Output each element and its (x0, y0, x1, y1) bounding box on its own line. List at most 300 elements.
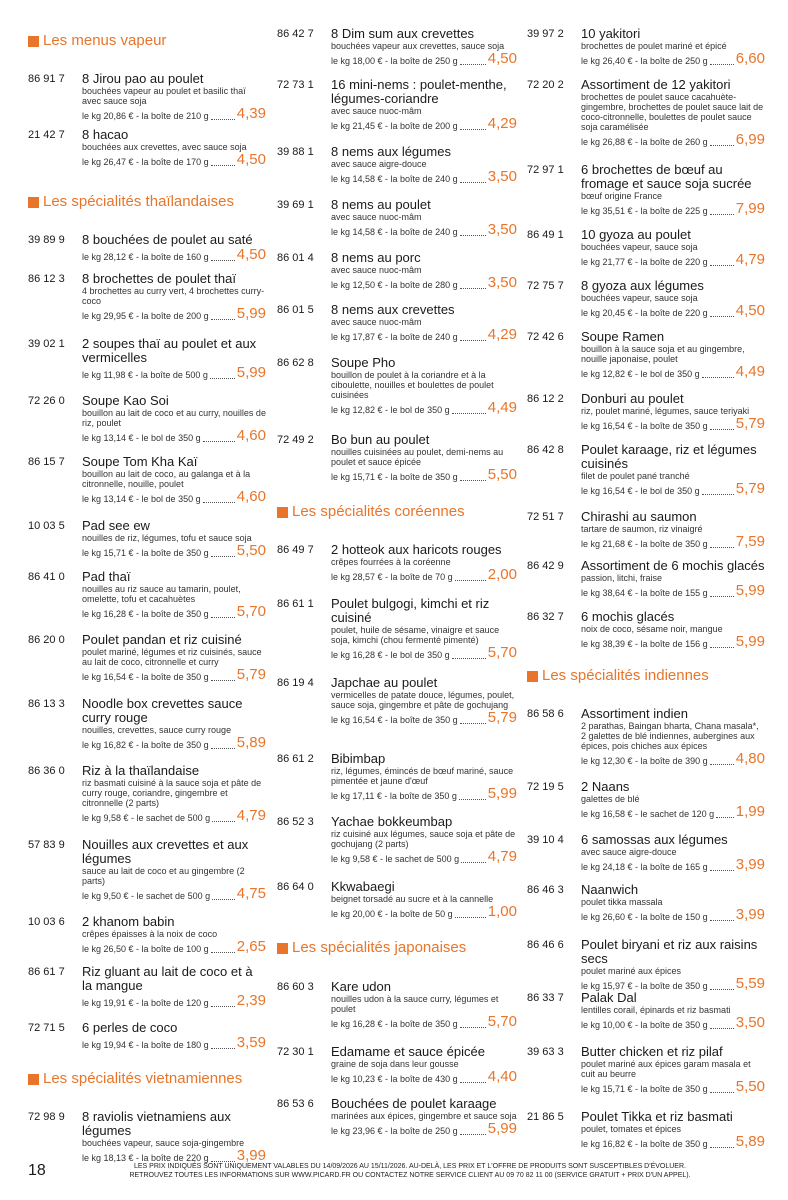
dot-leader (710, 316, 734, 317)
unit-price: le kg 26,47 € - la boîte de 170 g (82, 157, 209, 167)
price-row (331, 222, 517, 238)
product-price: 1,00 (487, 903, 517, 920)
product-description: avec sauce nuoc-mâm (331, 265, 422, 275)
product-price: 4,49 (487, 399, 517, 416)
section-header (28, 1070, 266, 1088)
price-row (331, 400, 517, 416)
product-body (581, 938, 765, 992)
dot-leader (710, 214, 734, 215)
unit-price: le kg 12,50 € - la boîte de 280 g (331, 280, 458, 290)
unit-price: le kg 38,64 € - la boîte de 155 g (581, 588, 708, 598)
unit-price: le kg 20,86 € - la boîte de 210 g (82, 111, 209, 121)
price-row (581, 857, 765, 873)
product-code: 86 52 3 (277, 816, 314, 828)
dot-leader (455, 917, 486, 918)
price-row (82, 247, 266, 263)
price-row (581, 416, 765, 432)
product-description: bouchées vapeur au poulet et basilic thaï avec sauce soja (82, 86, 246, 106)
product-body (581, 559, 765, 599)
dot-leader (460, 182, 486, 183)
product-item (277, 433, 517, 483)
product-price: 4,79 (487, 848, 517, 865)
product-price: 4,60 (236, 488, 266, 505)
price-row (581, 1079, 765, 1095)
product-price: 3,59 (236, 1034, 266, 1051)
product-item (277, 752, 517, 802)
unit-price: le kg 21,77 € - la boîte de 220 g (581, 257, 708, 267)
product-code: 86 15 7 (28, 456, 65, 468)
dot-leader (212, 821, 235, 822)
product-code: 72 19 5 (527, 781, 564, 793)
unit-price: le kg 20,00 € - la boîte de 50 g (331, 909, 453, 919)
product-description: 4 brochettes au curry vert, 4 brochettes curry-coco (82, 286, 265, 306)
product-code: 86 53 6 (277, 1098, 314, 1110)
dot-leader (455, 580, 486, 581)
dot-leader (710, 870, 734, 871)
product-body (581, 330, 765, 380)
product-body (82, 633, 266, 683)
product-code: 39 63 3 (527, 1046, 564, 1058)
product-body (581, 1110, 765, 1150)
price-row (331, 904, 517, 920)
product-item (277, 597, 517, 661)
product-price: 4,50 (487, 50, 517, 67)
dot-leader (710, 596, 734, 597)
price-row (82, 306, 266, 322)
product-price: 5,99 (236, 364, 266, 381)
product-description: bouchées vapeur, sauce soja-gingembre (82, 1138, 245, 1148)
dot-leader (702, 494, 734, 495)
dot-leader (460, 340, 486, 341)
legal-line-2: RETROUVEZ TOUTES LES INFORMATIONS SUR WWW.PICARD.FR OU CONTACTEZ NOTRE SERVICE CLIENT AU 09 70 82 11 00 (SERVICE GRATUIT + PRIX D'UN APPEL). (129, 1172, 691, 1179)
price-row (581, 201, 765, 217)
product-code: 86 60 3 (277, 981, 314, 993)
product-price: 4,50 (236, 151, 266, 168)
product-name: Butter chicken et riz pilaf (581, 1044, 723, 1059)
product-name: 6 mochis glacés (581, 609, 675, 624)
product-price: 5,70 (487, 644, 517, 661)
price-row (581, 481, 765, 497)
product-body (82, 915, 266, 955)
product-name: Assortiment de 6 mochis glacés (581, 558, 765, 573)
product-code: 86 42 8 (527, 444, 564, 456)
product-item (277, 880, 517, 920)
product-item (277, 815, 517, 865)
section-title: Les spécialités indiennes (542, 667, 709, 684)
product-code: 86 64 0 (277, 881, 314, 893)
unit-price: le kg 16,82 € - la boîte de 350 g (581, 1139, 708, 1149)
unit-price: le kg 16,82 € - la boîte de 350 g (82, 740, 209, 750)
product-body (331, 880, 517, 920)
product-price: 4,49 (735, 363, 765, 380)
product-code: 72 30 1 (277, 1046, 314, 1058)
product-code: 72 97 1 (527, 164, 564, 176)
product-body (82, 697, 266, 751)
product-price: 5,89 (236, 734, 266, 751)
unit-price: le kg 16,54 € - la boîte de 350 g (581, 421, 708, 431)
product-item (527, 833, 765, 873)
product-name: Soupe Tom Kha Kaï (82, 454, 198, 469)
product-code: 86 42 9 (527, 560, 564, 572)
product-body (82, 272, 266, 322)
product-item (28, 1021, 266, 1051)
product-body (82, 519, 266, 559)
product-body (331, 597, 517, 661)
product-item (527, 1110, 765, 1150)
price-row (331, 1121, 517, 1137)
section-header (527, 667, 765, 685)
unit-price: le kg 26,50 € - la boîte de 100 g (82, 944, 209, 954)
product-description: bouillon au lait de coco et au curry, nouilles de riz, poulet (82, 408, 266, 428)
product-body (331, 198, 517, 238)
product-item (527, 279, 765, 319)
product-item (527, 27, 765, 67)
product-item (28, 965, 266, 1009)
dot-leader (211, 1048, 235, 1049)
product-name: 6 perles de coco (82, 1020, 178, 1035)
dot-leader (710, 429, 734, 430)
product-item (527, 938, 765, 992)
unit-price: le kg 17,87 € - la boîte de 240 g (331, 332, 458, 342)
product-code: 72 71 5 (28, 1022, 65, 1034)
price-row (581, 132, 765, 148)
section-header (28, 32, 266, 50)
product-item (28, 915, 266, 955)
unit-price: le kg 21,68 € - la boîte de 350 g (581, 539, 708, 549)
product-price: 2,65 (236, 938, 266, 955)
product-price: 4,60 (236, 427, 266, 444)
product-code: 21 42 7 (28, 129, 65, 141)
product-item (527, 1045, 765, 1095)
product-body (581, 78, 765, 148)
unit-price: le kg 11,98 € - la boîte de 500 g (82, 370, 208, 380)
price-row (82, 152, 266, 168)
product-description: avec sauce aigre-douce (581, 847, 677, 857)
product-description: sauce au lait de coco et au gingembre (2 parts) (82, 866, 245, 886)
dot-leader (710, 764, 734, 765)
product-description: avec sauce nuoc-mâm (331, 106, 422, 116)
product-code: 86 61 2 (277, 753, 314, 765)
product-code: 72 98 9 (28, 1111, 65, 1123)
product-code: 39 02 1 (28, 338, 65, 350)
product-name: Japchae au poulet (331, 675, 438, 690)
product-price: 5,79 (735, 415, 765, 432)
product-description: nouilles au riz sauce au tamarin, poulet, omelette, tofu et cacahuètes (82, 584, 241, 604)
product-item (277, 251, 517, 291)
section-header (277, 503, 517, 521)
section-title: Les spécialités japonaises (292, 939, 467, 956)
product-description: riz basmati cuisiné à la sauce soja et pâte de curry rouge, coriandre, gingembre et citronnelle (2 parts) (82, 778, 262, 808)
dot-leader (461, 862, 486, 863)
product-body (82, 233, 266, 263)
product-item (28, 697, 266, 751)
product-name: Soupe Kao Soi (82, 393, 169, 408)
unit-price: le kg 19,91 € - la boîte de 120 g (82, 998, 209, 1008)
product-code: 72 20 2 (527, 79, 564, 91)
product-name: 10 yakitori (581, 26, 641, 41)
unit-price: le kg 12,30 € - la boîte de 390 g (581, 756, 708, 766)
product-item (527, 330, 765, 380)
product-code: 39 88 1 (277, 146, 314, 158)
product-item (28, 272, 266, 322)
product-body (331, 676, 517, 726)
product-description: beignet torsadé au sucre et à la cannelle (331, 894, 494, 904)
product-name: 2 Naans (581, 779, 630, 794)
dot-leader (460, 288, 486, 289)
price-row (331, 327, 517, 343)
product-code: 86 33 7 (527, 992, 564, 1004)
dot-leader (710, 1092, 734, 1093)
dot-leader (459, 799, 486, 800)
product-name: Bibimbap (331, 751, 386, 766)
dot-leader (460, 480, 486, 481)
product-code: 86 61 7 (28, 966, 65, 978)
dot-leader (210, 378, 235, 379)
product-description: galettes de blé (581, 794, 640, 804)
product-price: 7,59 (735, 533, 765, 550)
product-body (331, 356, 517, 416)
product-price: 4,80 (735, 750, 765, 767)
unit-price: le kg 17,11 € - la boîte de 350 g (331, 791, 457, 801)
price-row (82, 993, 266, 1009)
product-description: tartare de saumon, riz vinaigré (581, 524, 703, 534)
product-name: 8 brochettes de poulet thaï (82, 271, 236, 286)
product-name: Bouchées de poulet karaage (331, 1096, 497, 1111)
price-row (331, 1014, 517, 1030)
product-name: 6 samossas aux légumes (581, 832, 728, 847)
dot-leader (460, 129, 486, 130)
product-name: 2 soupes thaï au poulet et aux vermicelles (82, 336, 257, 365)
unit-price: le kg 14,58 € - la boîte de 240 g (331, 227, 458, 237)
product-body (581, 228, 765, 268)
section-header (277, 939, 517, 957)
section-square-icon (28, 197, 39, 208)
product-description: bœuf origine France (581, 191, 663, 201)
product-name: Poulet biryani et riz aux raisins secs (581, 937, 758, 966)
product-code: 10 03 5 (28, 520, 65, 532)
product-price: 5,89 (735, 1133, 765, 1150)
product-price: 6,99 (735, 131, 765, 148)
product-body (331, 145, 517, 185)
dot-leader (211, 1006, 235, 1007)
product-body (581, 392, 765, 432)
product-code: 86 32 7 (527, 611, 564, 623)
product-body (82, 570, 266, 620)
product-price: 1,99 (735, 803, 765, 820)
product-item (28, 394, 266, 444)
product-name: 8 bouchées de poulet au saté (82, 232, 253, 247)
product-body (331, 1097, 517, 1137)
product-price: 4,29 (487, 115, 517, 132)
price-row (82, 543, 266, 559)
price-row (331, 849, 517, 865)
product-code: 86 41 0 (28, 571, 65, 583)
product-price: 5,50 (735, 1078, 765, 1095)
product-name: 8 raviolis vietnamiens aux légumes (82, 1109, 231, 1138)
product-name: Pad see ew (82, 518, 150, 533)
product-price: 5,70 (236, 603, 266, 620)
product-price: 5,99 (735, 582, 765, 599)
product-code: 39 69 1 (277, 199, 314, 211)
product-item (28, 1110, 266, 1164)
section-title: Les menus vapeur (43, 32, 167, 49)
product-description: bouillon à la sauce soja et au gingembre, nouille japonaise, poulet (581, 344, 745, 364)
product-item (277, 303, 517, 343)
product-description: graine de soja dans leur gousse (331, 1059, 459, 1069)
product-item (277, 78, 517, 132)
product-description: avec sauce nuoc-mâm (331, 212, 422, 222)
product-price: 7,99 (735, 200, 765, 217)
product-item (527, 707, 765, 767)
unit-price: le kg 16,28 € - la boîte de 350 g (82, 609, 209, 619)
price-row (331, 567, 517, 583)
product-description: 2 parathas, Baingan bharta, Chana masala*, 2 galettes de blé indiennes, aubergines aux épices, pois chiches aux épices (581, 721, 759, 751)
product-price: 4,75 (236, 885, 266, 902)
dot-leader (460, 1082, 486, 1083)
unit-price: le kg 18,00 € - la boîte de 250 g (331, 56, 458, 66)
product-price: 4,50 (735, 302, 765, 319)
product-body (82, 965, 266, 1009)
product-item (277, 980, 517, 1030)
product-item (527, 78, 765, 148)
product-description: nouilles de riz, légumes, tofu et sauce soja (82, 533, 252, 543)
product-price: 4,40 (487, 1068, 517, 1085)
product-name: 8 nems aux crevettes (331, 302, 455, 317)
price-row (581, 364, 765, 380)
product-name: Poulet pandan et riz cuisiné (82, 632, 242, 647)
dot-leader (702, 377, 734, 378)
price-row (82, 939, 266, 955)
product-body (331, 433, 517, 483)
product-price: 2,00 (487, 566, 517, 583)
product-price: 5,79 (487, 709, 517, 726)
price-row (82, 106, 266, 122)
product-body (581, 510, 765, 550)
price-row (82, 886, 266, 902)
dot-leader (460, 64, 486, 65)
unit-price: le kg 18,13 € - la boîte de 220 g (82, 1153, 209, 1163)
price-row (331, 51, 517, 67)
product-code: 72 26 0 (28, 395, 65, 407)
product-name: 16 mini-nems : poulet-menthe, légumes-coriandre (331, 77, 507, 106)
product-name: Poulet Tikka et riz basmati (581, 1109, 733, 1124)
unit-price: le kg 26,88 € - la boîte de 260 g (581, 137, 708, 147)
product-code: 86 91 7 (28, 73, 65, 85)
product-name: 8 nems au porc (331, 250, 421, 265)
dot-leader (211, 319, 235, 320)
product-name: 2 hotteok aux haricots rouges (331, 542, 502, 557)
product-code: 72 42 6 (527, 331, 564, 343)
section-title: Les spécialités vietnamiennes (43, 1070, 243, 1087)
product-code: 72 49 2 (277, 434, 314, 446)
product-item (527, 443, 765, 497)
unit-price: le kg 15,71 € - la boîte de 350 g (581, 1084, 708, 1094)
dot-leader (710, 547, 734, 548)
dot-leader (212, 899, 235, 900)
unit-price: le kg 24,18 € - la boîte de 165 g (581, 862, 708, 872)
product-name: Edamame et sauce épicée (331, 1044, 485, 1059)
product-body (331, 543, 517, 583)
product-item (527, 392, 765, 432)
dot-leader (211, 119, 235, 120)
product-name: Riz gluant au lait de coco et à la mangue (82, 964, 253, 993)
product-price: 2,39 (236, 992, 266, 1009)
product-code: 86 20 0 (28, 634, 65, 646)
price-row (331, 467, 517, 483)
price-row (581, 583, 765, 599)
product-body (581, 707, 765, 767)
product-body (331, 752, 517, 802)
unit-price: le kg 13,14 € - le bol de 350 g (82, 494, 201, 504)
product-body (331, 251, 517, 291)
product-body (82, 455, 266, 505)
product-description: poulet, huile de sésame, vinaigre et sauce soja, kimchi (chou fermenté pimenté) (331, 625, 500, 645)
product-body (581, 443, 765, 497)
product-description: passion, litchi, fraise (581, 573, 663, 583)
unit-price: le kg 12,82 € - le bol de 350 g (331, 405, 450, 415)
product-price: 3,99 (735, 906, 765, 923)
product-name: 10 gyoza au poulet (581, 227, 691, 242)
product-description: bouchées vapeur, sauce soja (581, 242, 698, 252)
product-code: 72 51 7 (527, 511, 564, 523)
dot-leader (710, 989, 734, 990)
section-square-icon (527, 671, 538, 682)
dot-leader (452, 658, 486, 659)
product-description: riz, légumes, émincés de bœuf mariné, sauce pimentée et jaune d'œuf (331, 766, 514, 786)
price-row (82, 1035, 266, 1051)
product-description: bouillon de poulet à la coriandre et à la ciboulette, nouilles et boulettes de poulet cuisinées (331, 370, 494, 400)
product-price: 5,50 (487, 466, 517, 483)
unit-price: le kg 13,14 € - le bol de 350 g (82, 433, 201, 443)
price-row (331, 169, 517, 185)
product-body (331, 815, 517, 865)
product-price: 4,50 (236, 246, 266, 263)
product-body (581, 610, 765, 650)
product-item (277, 27, 517, 67)
product-name: 8 Dim sum aux crevettes (331, 26, 475, 41)
product-body (331, 303, 517, 343)
product-description: bouchées aux crevettes, avec sauce soja (82, 142, 247, 152)
unit-price: le kg 28,12 € - la boîte de 160 g (82, 252, 209, 262)
product-price: 5,99 (236, 305, 266, 322)
dot-leader (710, 265, 734, 266)
product-item (527, 559, 765, 599)
product-item (277, 1097, 517, 1137)
unit-price: le kg 9,50 € - le sachet de 500 g (82, 891, 211, 901)
product-description: poulet mariné aux épices garam masala et cuit au beurre (581, 1059, 751, 1079)
product-price: 5,59 (735, 975, 765, 992)
product-name: Assortiment de 12 yakitori (581, 77, 731, 92)
section-title: Les spécialités thaïlandaises (43, 193, 234, 210)
product-name: 8 gyoza aux légumes (581, 278, 704, 293)
product-description: bouchées vapeur aux crevettes, sauce soja (331, 41, 505, 51)
product-body (581, 27, 765, 67)
unit-price: le kg 21,45 € - la boîte de 200 g (331, 121, 458, 131)
product-price: 3,99 (236, 1147, 266, 1164)
product-item (28, 764, 266, 824)
product-name: Kkwabaegi (331, 879, 395, 894)
unit-price: le kg 10,23 € - la boîte de 430 g (331, 1074, 458, 1084)
product-price: 4,79 (236, 807, 266, 824)
product-price: 3,50 (735, 1014, 765, 1031)
product-code: 57 83 9 (28, 839, 65, 851)
product-name: Noodle box crevettes sauce curry rouge (82, 696, 243, 725)
product-description: bouillon au lait de coco, au galanga et à la citronnelle, nouille, poulet (82, 469, 251, 489)
dot-leader (203, 441, 235, 442)
unit-price: le kg 38,39 € - la boîte de 156 g (581, 639, 708, 649)
product-name: Palak Dal (581, 990, 637, 1005)
product-name: 8 nems au poulet (331, 197, 431, 212)
